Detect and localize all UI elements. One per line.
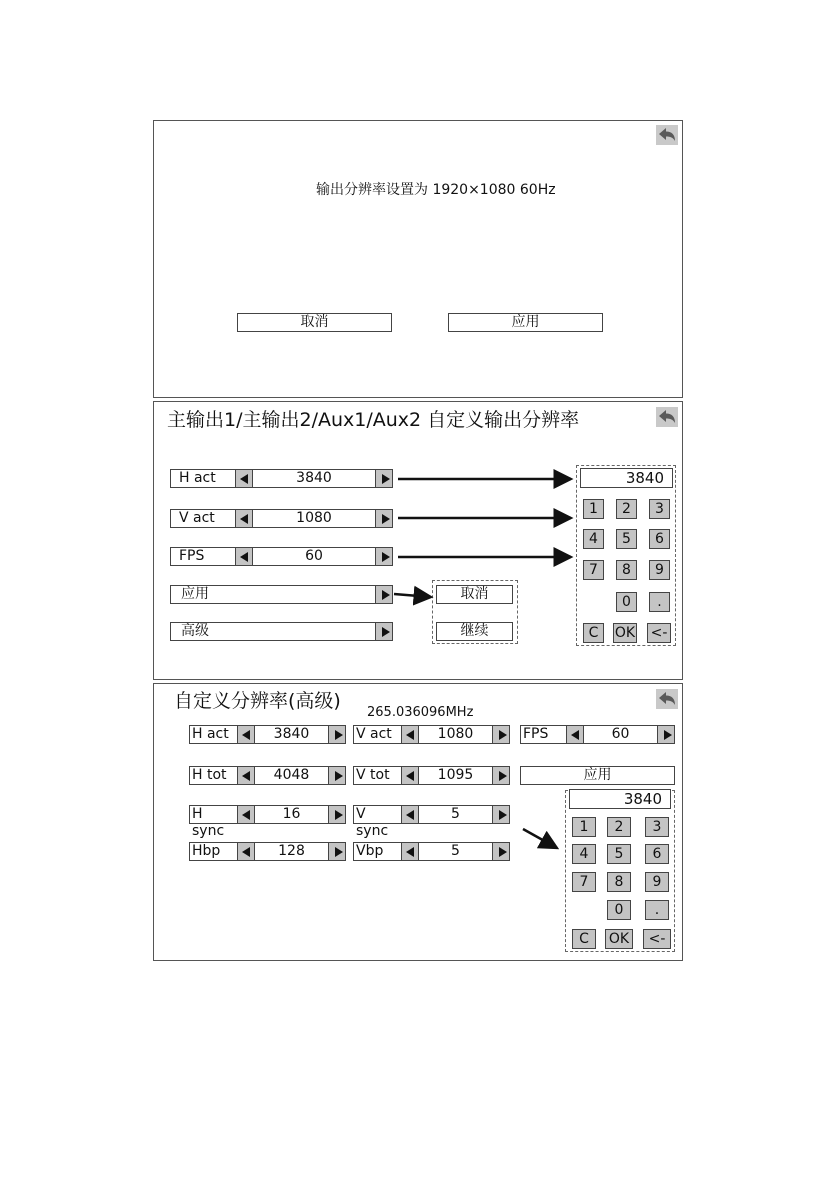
v-act-decrease-button[interactable] bbox=[401, 725, 419, 744]
apply-enter-button[interactable] bbox=[375, 585, 393, 604]
h-act-decrease-button[interactable] bbox=[235, 469, 253, 488]
v-act-increase-button[interactable] bbox=[492, 725, 510, 744]
fps-value[interactable]: 60 bbox=[584, 725, 657, 744]
hbp-decrease-button[interactable] bbox=[237, 842, 255, 861]
hbp-value[interactable]: 128 bbox=[255, 842, 328, 861]
apply-button[interactable]: 应用 bbox=[448, 313, 603, 332]
key-2[interactable]: 2 bbox=[607, 817, 631, 837]
v-sync-decrease-button[interactable] bbox=[401, 805, 419, 824]
pixel-clock-readout: 265.036096MHz bbox=[367, 705, 474, 720]
apply-button[interactable]: 应用 bbox=[520, 766, 675, 785]
hbp-increase-button[interactable] bbox=[328, 842, 346, 861]
key-1[interactable]: 1 bbox=[572, 817, 596, 837]
key-3[interactable]: 3 bbox=[645, 817, 669, 837]
popup-continue-button[interactable]: 继续 bbox=[436, 622, 513, 641]
v-act-decrease-button[interactable] bbox=[235, 509, 253, 528]
h-act-decrease-button[interactable] bbox=[237, 725, 255, 744]
v-act-label: V act bbox=[353, 725, 401, 744]
h-tot-decrease-button[interactable] bbox=[237, 766, 255, 785]
v-act-value[interactable]: 1080 bbox=[419, 725, 492, 744]
vbp-value[interactable]: 5 bbox=[419, 842, 492, 861]
v-sync-label: V sync bbox=[353, 805, 401, 824]
cancel-button[interactable]: 取消 bbox=[237, 313, 392, 332]
fps-value[interactable]: 60 bbox=[253, 547, 375, 566]
h-act-increase-button[interactable] bbox=[328, 725, 346, 744]
key-4[interactable]: 4 bbox=[572, 844, 596, 864]
v-tot-label: V tot bbox=[353, 766, 401, 785]
key-3[interactable]: 3 bbox=[649, 499, 670, 519]
page-title: 主输出1/主输出2/Aux1/Aux2 自定义输出分辨率 bbox=[167, 409, 580, 431]
confirm-dialog-panel bbox=[153, 120, 683, 398]
key-0[interactable]: 0 bbox=[616, 592, 637, 612]
page-title: 自定义分辨率(高级) bbox=[174, 690, 341, 712]
key-clear[interactable]: C bbox=[572, 929, 596, 949]
numeric-keypad bbox=[576, 465, 676, 646]
vbp-decrease-button[interactable] bbox=[401, 842, 419, 861]
numeric-keypad bbox=[565, 790, 675, 952]
popup-cancel-button[interactable]: 取消 bbox=[436, 585, 513, 604]
h-act-label: H act bbox=[170, 469, 235, 488]
key-8[interactable]: 8 bbox=[616, 560, 637, 580]
key-backspace[interactable]: <- bbox=[647, 623, 671, 643]
h-sync-decrease-button[interactable] bbox=[237, 805, 255, 824]
custom-resolution-panel bbox=[153, 401, 683, 680]
resolution-message: 输出分辨率设置为 1920×1080 60Hz bbox=[316, 182, 556, 198]
v-tot-increase-button[interactable] bbox=[492, 766, 510, 785]
keypad-display: 3840 bbox=[580, 468, 673, 488]
keypad-display: 3840 bbox=[569, 789, 671, 809]
v-tot-decrease-button[interactable] bbox=[401, 766, 419, 785]
fps-decrease-button[interactable] bbox=[566, 725, 584, 744]
v-act-label: V act bbox=[170, 509, 235, 528]
key-4[interactable]: 4 bbox=[583, 529, 604, 549]
key-9[interactable]: 9 bbox=[649, 560, 670, 580]
key-ok[interactable]: OK bbox=[614, 625, 636, 641]
key-9[interactable]: 9 bbox=[645, 872, 669, 892]
key-0[interactable]: 0 bbox=[607, 900, 631, 920]
advanced-resolution-panel bbox=[153, 683, 683, 961]
apply-row[interactable]: 应用 bbox=[170, 585, 375, 604]
fps-increase-button[interactable] bbox=[657, 725, 675, 744]
key-7[interactable]: 7 bbox=[583, 560, 604, 580]
h-act-label: H act bbox=[189, 725, 237, 744]
key-dot[interactable]: . bbox=[649, 592, 670, 612]
vbp-increase-button[interactable] bbox=[492, 842, 510, 861]
advanced-row[interactable]: 高级 bbox=[170, 622, 375, 641]
hbp-label: Hbp bbox=[189, 842, 237, 861]
fps-label: FPS bbox=[170, 547, 235, 566]
key-6[interactable]: 6 bbox=[649, 529, 670, 549]
v-tot-value[interactable]: 1095 bbox=[419, 766, 492, 785]
advanced-enter-button[interactable] bbox=[375, 622, 393, 641]
back-icon[interactable] bbox=[656, 689, 678, 709]
key-6[interactable]: 6 bbox=[645, 844, 669, 864]
v-act-increase-button[interactable] bbox=[375, 509, 393, 528]
h-act-increase-button[interactable] bbox=[375, 469, 393, 488]
h-tot-increase-button[interactable] bbox=[328, 766, 346, 785]
h-act-value[interactable]: 3840 bbox=[253, 469, 375, 488]
h-act-value[interactable]: 3840 bbox=[255, 725, 328, 744]
back-icon[interactable] bbox=[656, 125, 678, 145]
h-sync-label: H sync bbox=[189, 805, 237, 824]
key-1[interactable]: 1 bbox=[583, 499, 604, 519]
h-sync-increase-button[interactable] bbox=[328, 805, 346, 824]
h-tot-value[interactable]: 4048 bbox=[255, 766, 328, 785]
key-ok[interactable]: OK bbox=[605, 929, 633, 949]
fps-increase-button[interactable] bbox=[375, 547, 393, 566]
key-clear[interactable]: C bbox=[583, 623, 604, 643]
key-5[interactable]: 5 bbox=[616, 529, 637, 549]
v-act-value[interactable]: 1080 bbox=[253, 509, 375, 528]
v-sync-increase-button[interactable] bbox=[492, 805, 510, 824]
h-tot-label: H tot bbox=[189, 766, 237, 785]
back-icon[interactable] bbox=[656, 407, 678, 427]
key-7[interactable]: 7 bbox=[572, 872, 596, 892]
key-backspace[interactable]: <- bbox=[643, 929, 671, 949]
key-dot[interactable]: . bbox=[645, 900, 669, 920]
vbp-label: Vbp bbox=[353, 842, 401, 861]
h-sync-value[interactable]: 16 bbox=[255, 805, 328, 824]
key-8[interactable]: 8 bbox=[607, 872, 631, 892]
key-2[interactable]: 2 bbox=[616, 499, 637, 519]
fps-label: FPS bbox=[520, 725, 566, 744]
v-sync-value[interactable]: 5 bbox=[419, 805, 492, 824]
key-5[interactable]: 5 bbox=[607, 844, 631, 864]
fps-decrease-button[interactable] bbox=[235, 547, 253, 566]
